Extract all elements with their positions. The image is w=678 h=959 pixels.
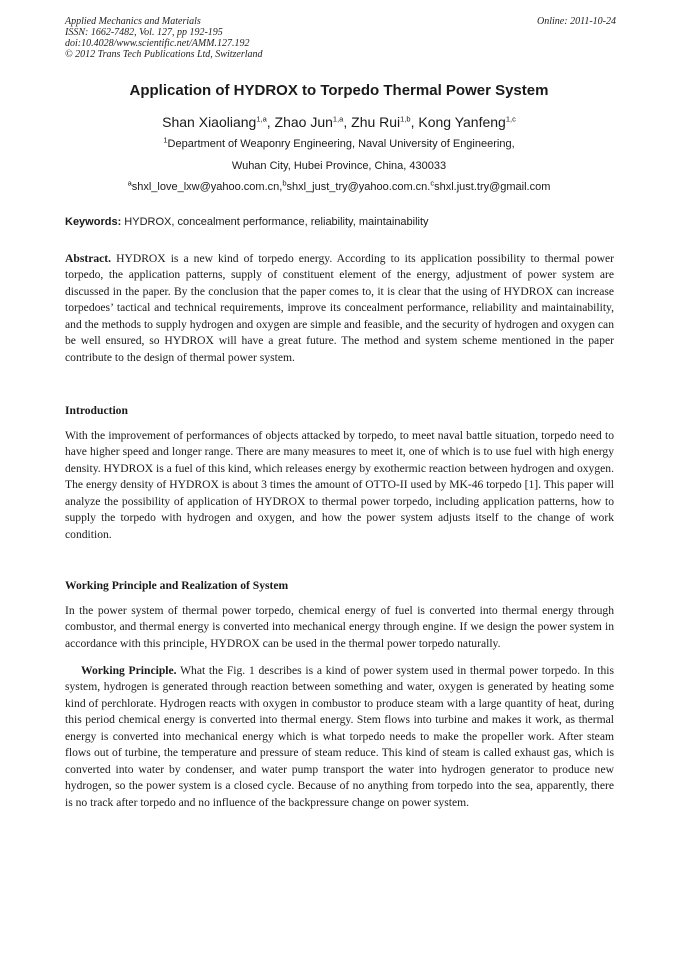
copyright-line: © 2012 Trans Tech Publications Ltd, Switzerland — [65, 49, 263, 60]
author-affiliation-mark: 1,a — [332, 114, 344, 124]
working-paragraph-2-text: What the Fig. 1 describes is a kind of power system used in thermal power torpedo. In this system, hydrogen is generated through reaction between something and water, oxygen is generated by heating some kind of perchlorate. Hydrogen reacts with oxygen in combustor to produce steam with a large quantity of heat, during this period chemical energy is converted into thermal energy. Stem flows into turbine and makes it work, as thermal energy is converted into mechanical energy which is what torpedo needs to make the propeller work. After steam flows out of turbine, the temperature and pressure of steam reduce. This kind of steam is called exhaust gas, which is converted into water by condenser, and water pump transport the water into hydrogen generator to produce new hydrogen, so the power system is a closed cycle. Because of no anything from torpedo into the sea, apparently, there is no track after torpedo and no influence of the backpressure change on power system. — [65, 664, 615, 809]
online-date: Online: 2011-10-24 — [537, 16, 616, 27]
author-name: Zhu Rui — [351, 114, 401, 130]
abstract-paragraph — [65, 251, 614, 366]
affiliation-line-2: Wuhan City, Hubei Province, China, 430033 — [231, 160, 447, 172]
email-address[interactable]: shxl.just.try@gmail.com — [434, 181, 551, 193]
email-mark: c — [430, 178, 435, 188]
email-list — [0, 178, 678, 193]
affiliation-mark: 1 — [163, 135, 168, 145]
working-paragraph-2 — [65, 663, 614, 811]
paper-title: Application of HYDROX to Torpedo Thermal Power System — [129, 82, 549, 99]
keywords-label: Keywords: — [65, 216, 122, 228]
email-address[interactable]: shxl_love_lxw@yahoo.com.cn, — [131, 181, 283, 193]
issn-line: ISSN: 1662-7482, Vol. 127, pp 192-195 — [65, 27, 223, 38]
keywords-text: HYDROX, concealment performance, reliability, maintainability — [121, 216, 429, 228]
author-affiliation-mark: 1,c — [505, 114, 516, 124]
journal-header — [65, 16, 465, 60]
section-heading-introduction: Introduction — [65, 404, 128, 417]
abstract-text: HYDROX is a new kind of torpedo energy. According to its application possibility to thermal power torpedo, the application patterns, supply of constituent element of the energy, adjustment of power system are discussed in the paper. By the conclusion that the paper comes to, it is clear that the using of HYDROX can increase torpedoes’ tactical and technical requirements, improve its concealment performance, reliability and maintainability, and the methods to supply hydrogen and oxygen are simple and feasible, and the security of hydrogen and oxygen can be well ensured, so HYDROX will have a great future. The method and system scheme mentioned in the paper contribute to the design of thermal power system. — [65, 252, 614, 364]
email-mark: a — [127, 178, 132, 188]
separator: , — [343, 114, 352, 130]
affiliation-text: Department of Weaponry Engineering, Naval University of Engineering, — [167, 138, 515, 150]
author-name: Shan Xiaoliang — [162, 114, 257, 130]
author-name: Zhao Jun — [274, 114, 333, 130]
journal-name: Applied Mechanics and Materials — [65, 16, 201, 27]
author-affiliation-mark: 1,b — [400, 114, 411, 124]
author-affiliation-mark: 1,a — [256, 114, 267, 124]
keywords-line — [65, 216, 615, 228]
abstract-label: Abstract. — [65, 252, 112, 265]
affiliation-line-1 — [0, 135, 678, 150]
email-address[interactable]: shxl_just_try@yahoo.com.cn. — [286, 181, 431, 193]
introduction-paragraph: With the improvement of performances of objects attacked by torpedo, to meet naval battle situation, torpedo need to have higher speed and longer range. There are many measures to meet it, one of which is to use fuel with high energy density. HYDROX is a fuel of this kind, which releases energy by exothermic reaction between hydrogen and oxygen. The energy density of HYDROX is about 3 times the amount of OTTO-II used by MK-46 torpedo [1]. This paper will analyze the possibility of application of HYDROX to thermal power torpedo, including application patterns, how to supply the torpedo with hydrogen and oxygen, and how the power system adjusts itself to the change of work condition. — [65, 429, 614, 541]
working-paragraph-1: In the power system of thermal power torpedo, chemical energy of fuel is converted into thermal energy through combustor, and thermal energy is converted into mechanical energy through engine. If we design the power system in accordance with this principle, HYDROX can be used in the thermal power torpedo naturally. — [65, 604, 614, 650]
author-list — [0, 114, 678, 130]
doi-line: doi:10.4028/www.scientific.net/AMM.127.192 — [65, 38, 250, 49]
separator: , — [410, 114, 419, 130]
separator: , — [266, 114, 275, 130]
subsection-label: Working Principle. — [81, 664, 177, 677]
section-heading-working-principle: Working Principle and Realization of System — [65, 579, 289, 592]
email-mark: b — [282, 178, 287, 188]
author-name: Kong Yanfeng — [418, 114, 506, 130]
